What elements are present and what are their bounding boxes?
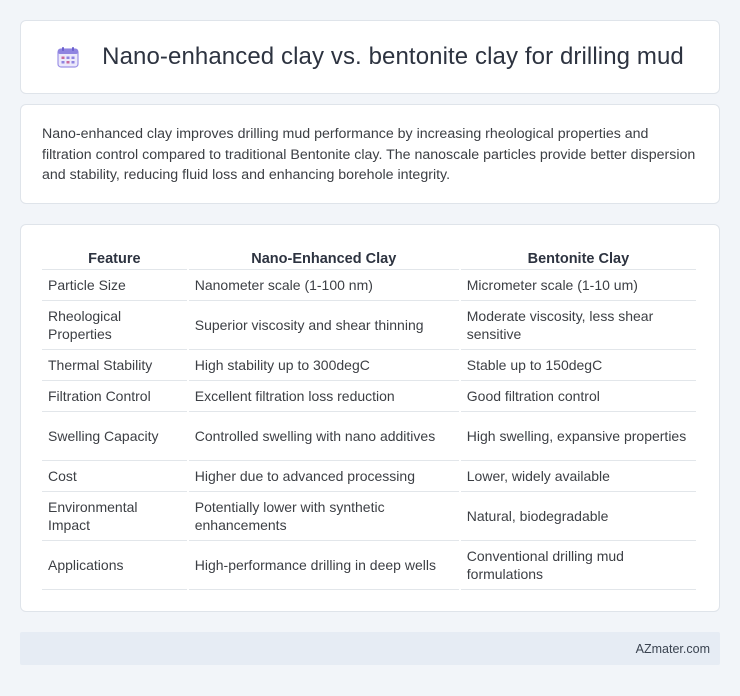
feature-cell: Particle Size bbox=[42, 270, 187, 301]
feature-cell: Swelling Capacity bbox=[42, 412, 187, 461]
table-row bbox=[42, 381, 696, 412]
header-bentonite-clay: Bentonite Clay bbox=[461, 245, 696, 270]
nano-cell: Controlled swelling with nano additives bbox=[189, 412, 459, 461]
table-row bbox=[42, 541, 696, 590]
page-title: Nano-enhanced clay vs. bentonite clay for drilling mud bbox=[102, 43, 684, 70]
bentonite-cell: Conventional drilling mud formulations bbox=[461, 541, 696, 590]
header-nano-enhanced-clay: Nano-Enhanced Clay bbox=[189, 245, 459, 270]
nano-cell: High-performance drilling in deep wells bbox=[189, 541, 459, 590]
feature-cell: Cost bbox=[42, 461, 187, 492]
table-row bbox=[42, 412, 696, 461]
bentonite-cell: Moderate viscosity, less shear sensitive bbox=[461, 301, 696, 350]
intro-card bbox=[20, 104, 720, 204]
intro-paragraph: Nano-enhanced clay improves drilling mud performance by increasing rheological properties and filtration control compared to traditional Bentonite clay. The nanoscale particles provide better dispersion and stability, reducing fluid loss and enhancing borehole integrity. bbox=[42, 126, 696, 183]
bentonite-cell: Good filtration control bbox=[461, 381, 696, 412]
footer-source-link[interactable]: AZmater.com bbox=[635, 641, 710, 656]
bentonite-cell: Lower, widely available bbox=[461, 461, 696, 492]
comparison-table bbox=[40, 245, 698, 590]
nano-cell: Excellent filtration loss reduction bbox=[189, 381, 459, 412]
table-row bbox=[42, 350, 696, 381]
feature-cell: Applications bbox=[42, 541, 187, 590]
comparison-table-card bbox=[20, 224, 720, 612]
table-row bbox=[42, 270, 696, 301]
feature-cell: Filtration Control bbox=[42, 381, 187, 412]
header-feature: Feature bbox=[42, 245, 187, 270]
table-row bbox=[42, 301, 696, 350]
bentonite-cell: Stable up to 150degC bbox=[461, 350, 696, 381]
nano-cell: Higher due to advanced processing bbox=[189, 461, 459, 492]
feature-cell: Environmental Impact bbox=[42, 492, 187, 541]
calendar-icon bbox=[56, 45, 80, 69]
nano-cell: Potentially lower with synthetic enhancements bbox=[189, 492, 459, 541]
table-row bbox=[42, 492, 696, 541]
nano-cell: Nanometer scale (1-100 nm) bbox=[189, 270, 459, 301]
feature-cell: Thermal Stability bbox=[42, 350, 187, 381]
nano-cell: Superior viscosity and shear thinning bbox=[189, 301, 459, 350]
footer-bar bbox=[20, 632, 720, 665]
table-row bbox=[42, 461, 696, 492]
title-wrap bbox=[56, 43, 684, 71]
feature-cell: Rheological Properties bbox=[42, 301, 187, 350]
title-card bbox=[20, 20, 720, 94]
table-header-row bbox=[42, 245, 696, 270]
bentonite-cell: High swelling, expansive properties bbox=[461, 412, 696, 461]
nano-cell: High stability up to 300degC bbox=[189, 350, 459, 381]
bentonite-cell: Micrometer scale (1-10 um) bbox=[461, 270, 696, 301]
bentonite-cell: Natural, biodegradable bbox=[461, 492, 696, 541]
